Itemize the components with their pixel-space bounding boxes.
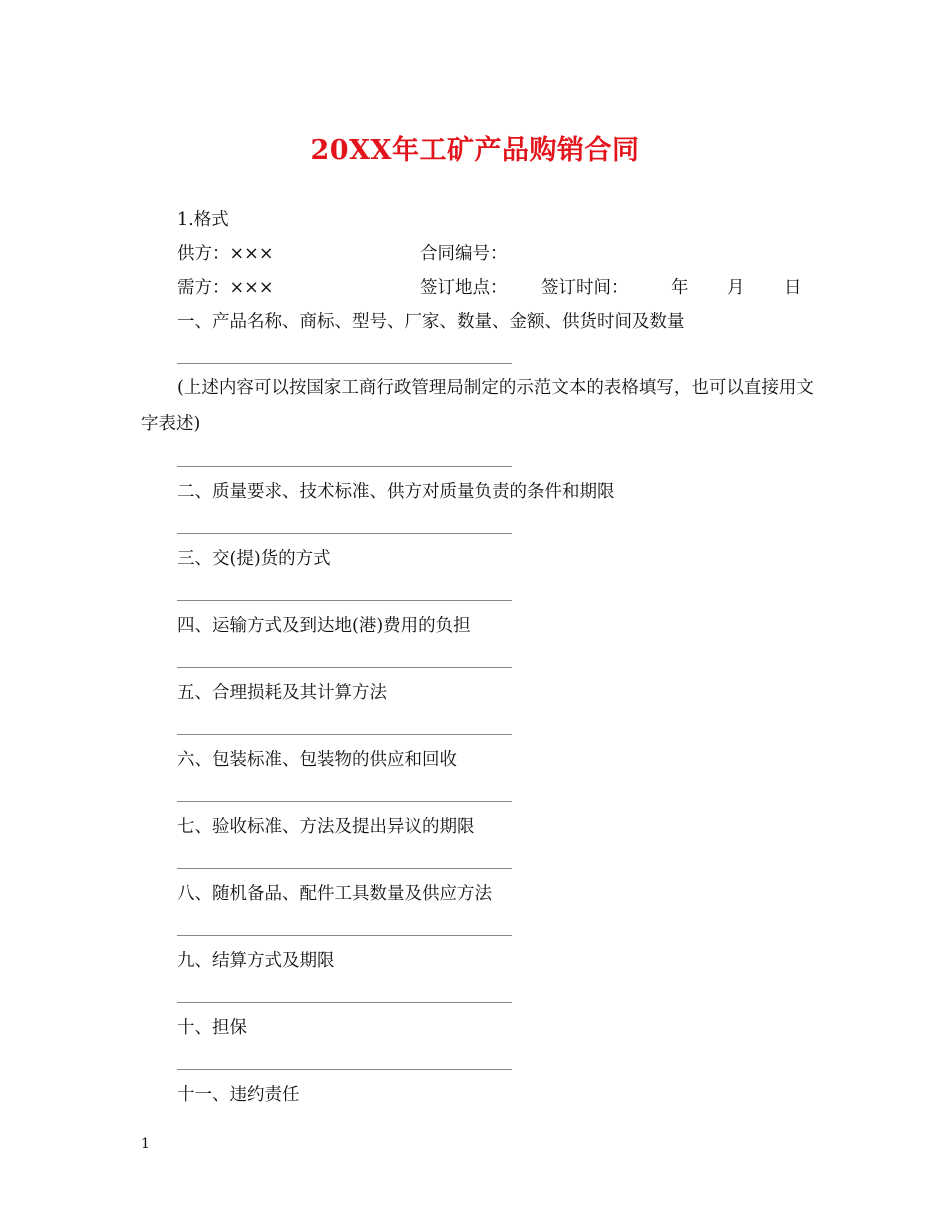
blank-line xyxy=(177,868,512,869)
note-paragraph: (上述内容可以按国家工商行政管理局制定的示范文本的表格填写，也可以直接用文字表述) xyxy=(141,378,814,434)
blank-line xyxy=(177,667,512,668)
contract-number-label: 合同编号： xyxy=(420,244,508,264)
blank-line xyxy=(177,466,512,467)
blank-line xyxy=(177,1002,512,1003)
supplier-label: 供方：××× xyxy=(177,244,274,264)
blank-line xyxy=(177,734,512,735)
document-title: 20XX年工矿产品购销合同 xyxy=(310,135,640,166)
month-label: 月 xyxy=(727,278,745,298)
blank-line xyxy=(177,600,512,601)
sign-time-label: 签订时间： xyxy=(541,278,629,298)
blank-line xyxy=(177,533,512,534)
format-label: 1.格式 xyxy=(177,210,229,230)
clause-8: 八、随机备品、配件工具数量及供应方法 xyxy=(177,884,492,904)
day-label: 日 xyxy=(784,278,802,298)
clause-1: 一、产品名称、商标、型号、厂家、数量、金额、供货时间及数量 xyxy=(177,312,685,332)
clause-5: 五、合理损耗及其计算方法 xyxy=(177,683,387,703)
page-number: 1 xyxy=(141,1136,150,1152)
clause-6: 六、包装标准、包装物的供应和回收 xyxy=(177,750,457,770)
buyer-label: 需方：××× xyxy=(177,278,274,298)
clause-4: 四、运输方式及到达地(港)费用的负担 xyxy=(177,616,471,636)
blank-line xyxy=(177,801,512,802)
blank-line xyxy=(177,1069,512,1070)
blank-line xyxy=(177,935,512,936)
sign-place-label: 签订地点： xyxy=(420,278,508,298)
clause-7: 七、验收标准、方法及提出异议的期限 xyxy=(177,817,475,837)
clause-10: 十、担保 xyxy=(177,1018,247,1038)
clause-11: 十一、违约责任 xyxy=(177,1085,300,1105)
clause-2: 二、质量要求、技术标准、供方对质量负责的条件和期限 xyxy=(177,482,615,502)
year-label: 年 xyxy=(671,278,689,298)
blank-line xyxy=(177,363,512,364)
clause-9: 九、结算方式及期限 xyxy=(177,951,335,971)
clause-3: 三、交(提)货的方式 xyxy=(177,549,331,569)
